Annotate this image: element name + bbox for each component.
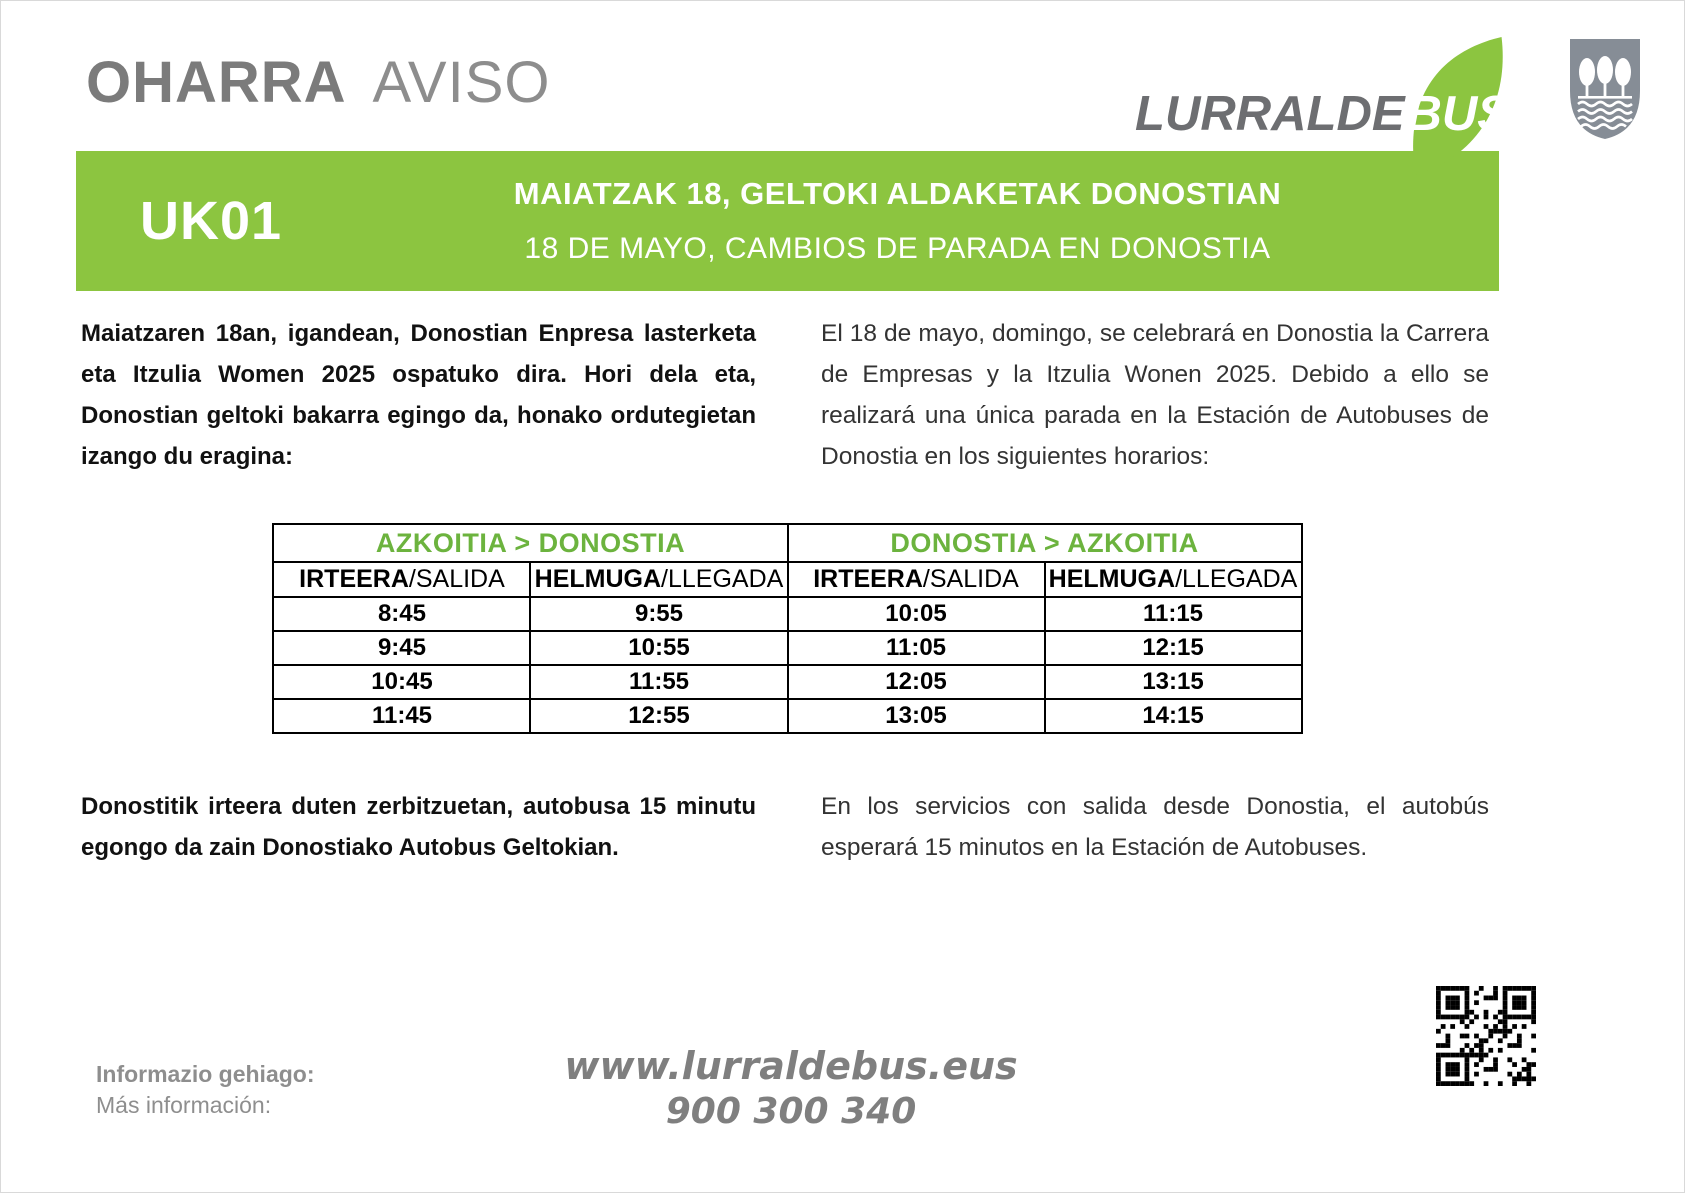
note-section bbox=[81, 786, 1489, 868]
banner-title-es: 18 DE MAYO, CAMBIOS DE PARADA EN DONOSTIA bbox=[524, 232, 1271, 265]
more-info-label-es: Más información: bbox=[96, 1092, 272, 1118]
gipuzkoa-shield-icon bbox=[1566, 39, 1644, 139]
time-cell: 11:15 bbox=[1045, 597, 1302, 631]
header bbox=[1, 1, 1684, 151]
col-header: IRTEERA/SALIDA bbox=[273, 562, 530, 597]
masthead bbox=[86, 49, 551, 116]
timetable bbox=[272, 523, 1302, 734]
table-row bbox=[273, 597, 1301, 631]
column-header-row bbox=[273, 562, 1301, 597]
direction-donostia-azkoitia: DONOSTIA > AZKOITIA bbox=[788, 524, 1302, 562]
header-right bbox=[1135, 31, 1644, 169]
col-header: IRTEERA/SALIDA bbox=[788, 562, 1045, 597]
time-cell: 10:05 bbox=[788, 597, 1045, 631]
time-cell: 9:45 bbox=[273, 631, 530, 665]
note-paragraph-es: En los servicios con salida desde Donostia, el autobús esperará 15 minutos en la Estación de Autobuses. bbox=[821, 793, 1489, 861]
time-cell: 12:55 bbox=[530, 699, 787, 733]
time-cell: 14:15 bbox=[1045, 699, 1302, 733]
time-cell: 9:55 bbox=[530, 597, 787, 631]
direction-azkoitia-donostia: AZKOITIA > DONOSTIA bbox=[273, 524, 787, 562]
contact-block bbox=[1, 1043, 1581, 1135]
qr-code bbox=[1436, 986, 1536, 1086]
timetable-section bbox=[76, 523, 1499, 734]
banner-title-eu: MAIATZAK 18, GELTOKI ALDAKETAK DONOSTIAN bbox=[513, 176, 1282, 211]
time-cell: 11:05 bbox=[788, 631, 1045, 665]
logo-text-gray: LURRALDE bbox=[1135, 87, 1405, 141]
time-cell: 11:55 bbox=[530, 665, 787, 699]
time-cell: 13:05 bbox=[788, 699, 1045, 733]
time-cell: 12:05 bbox=[788, 665, 1045, 699]
line-code-badge: UK01 bbox=[140, 191, 283, 251]
masthead-title-eu: OHARRA bbox=[86, 50, 347, 115]
time-cell: 10:55 bbox=[530, 631, 787, 665]
intro-section bbox=[81, 313, 1489, 477]
time-cell: 13:15 bbox=[1045, 665, 1302, 699]
time-cell: 12:15 bbox=[1045, 631, 1302, 665]
website-link[interactable]: www.lurraldebus.eus bbox=[564, 1044, 1018, 1088]
time-cell: 10:45 bbox=[273, 665, 530, 699]
col-header: HELMUGA/LLEGADA bbox=[1045, 562, 1302, 597]
time-cell: 8:45 bbox=[273, 597, 530, 631]
table-row bbox=[273, 631, 1301, 665]
phone-number: 900 300 340 bbox=[665, 1091, 917, 1132]
banner-titles bbox=[326, 176, 1499, 266]
direction-header-row bbox=[273, 524, 1301, 562]
col-header: HELMUGA/LLEGADA bbox=[530, 562, 787, 597]
intro-paragraph-eu: Maiatzaren 18an, igandean, Donostian Enpresa lasterketa eta Itzulia Women 2025 ospatuko dira. Hori dela eta, Donostian geltoki bakarra egingo da, honako ordutegietan izango du eragina: bbox=[81, 320, 756, 470]
table-row bbox=[273, 665, 1301, 699]
time-cell: 11:45 bbox=[273, 699, 530, 733]
intro-paragraph-es: El 18 de mayo, domingo, se celebrará en Donostia la Carrera de Empresas y la Itzulia Wonen 2025. Debido a ello se realizará una única parada en la Estación de Autobuses de Donostia en los siguientes horarios: bbox=[821, 320, 1489, 470]
table-row bbox=[273, 699, 1301, 733]
masthead-title-es: AVISO bbox=[372, 50, 551, 115]
logo-text-bus: BUS bbox=[1406, 87, 1510, 141]
note-paragraph-eu: Donostitik irteera duten zerbitzuetan, autobusa 15 minutu egongo da zain Donostiako Autobus Geltokian. bbox=[81, 793, 756, 861]
banner bbox=[76, 151, 1499, 291]
lurraldebus-logo bbox=[1135, 59, 1510, 169]
more-info-label-eu: Informazio gehiago: bbox=[96, 1061, 315, 1087]
